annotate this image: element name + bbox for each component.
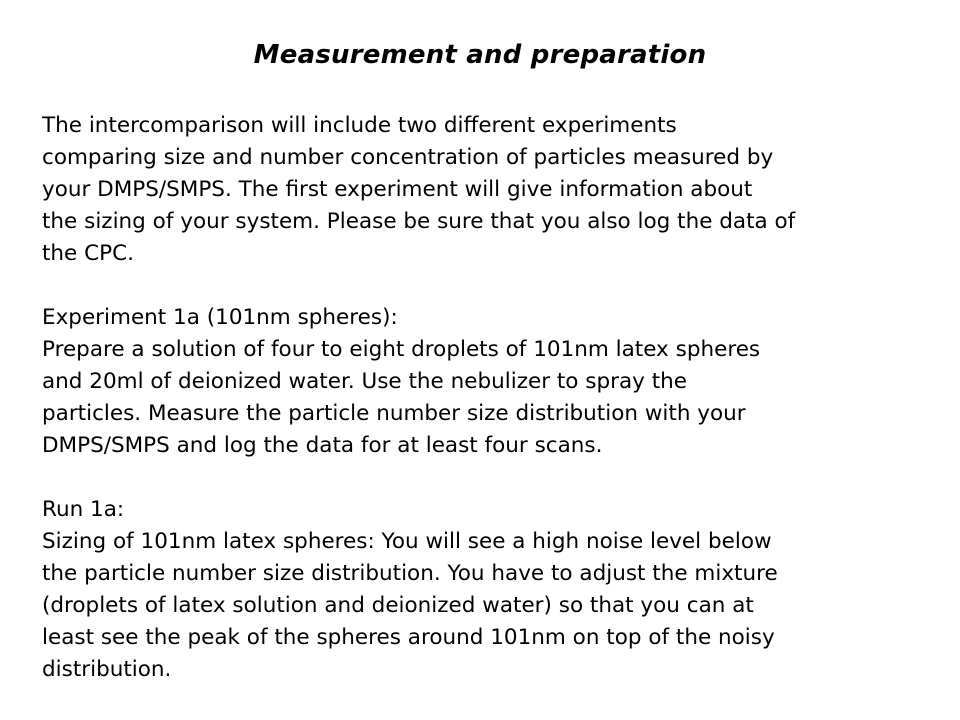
run-section <box>42 494 922 686</box>
experiment-line: DMPS/SMPS and log the data for at least four scans. <box>42 433 603 458</box>
intro-line: comparing size and number concentration of particles measured by <box>42 145 774 170</box>
intro-line: The intercomparison will include two different experiments <box>42 113 677 138</box>
intro-line: your DMPS/SMPS. The first experiment will give information about <box>42 177 753 202</box>
run-line: (droplets of latex solution and deionized water) so that you can at <box>42 593 754 618</box>
experiment-line: Prepare a solution of four to eight droplets of 101nm latex spheres <box>42 337 761 362</box>
intro-line: the CPC. <box>42 241 134 266</box>
run-line: least see the peak of the spheres around 101nm on top of the noisy <box>42 625 775 650</box>
run-heading: Run 1a: <box>42 497 125 522</box>
experiment-line: and 20ml of deionized water. Use the nebulizer to spray the <box>42 369 687 394</box>
intro-line: the sizing of your system. Please be sure that you also log the data of <box>42 209 796 234</box>
run-line: distribution. <box>42 657 172 682</box>
slide-title: Measurement and preparation <box>253 40 707 70</box>
experiment-section <box>42 302 922 462</box>
paragraph-spacer <box>42 462 922 494</box>
intro-paragraph <box>42 110 922 270</box>
experiment-heading: Experiment 1a (101nm spheres): <box>42 305 398 330</box>
experiment-line: particles. Measure the particle number size distribution with your <box>42 401 746 426</box>
paragraph-spacer <box>42 270 922 302</box>
run-line: the particle number size distribution. You have to adjust the mixture <box>42 561 778 586</box>
slide-body <box>42 110 922 686</box>
run-line: Sizing of 101nm latex spheres: You will see a high noise level below <box>42 529 772 554</box>
